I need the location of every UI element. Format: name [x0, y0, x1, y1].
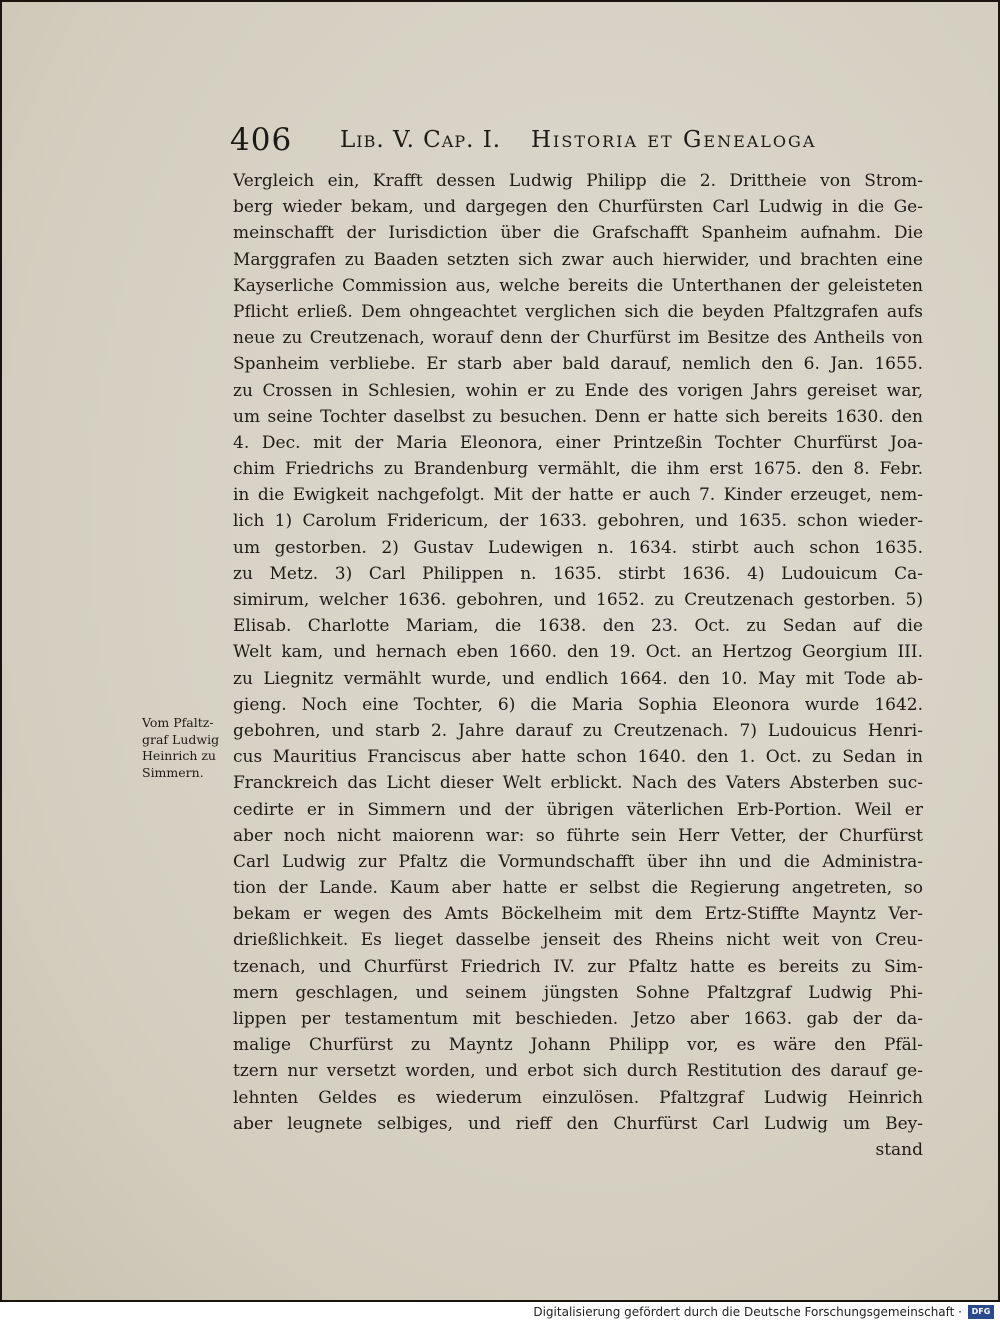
text-line: 4. Dec. mit der Maria Eleonora, einer Printzeßin Tochter Churfürst Joa- — [233, 432, 923, 453]
margin-note-line: Vom Pfaltz- — [142, 715, 214, 730]
text-line: neue zu Creutzenach, worauf denn der Churfürst im Besitze des Antheils von — [233, 328, 923, 349]
text-line: Vergleich ein, Krafft dessen Ludwig Philipp die 2. Drittheie von Strom- — [233, 171, 923, 191]
book-part: Lib. V. Cap. I. — [340, 127, 502, 153]
text-line: meinschafft der Iurisdiction über die Grafschafft Spanheim aufnahm. Die — [233, 223, 923, 244]
text-line: lich 1) Carolum Fridericum, der 1633. gebohren, und 1635. schon wieder- — [233, 511, 923, 532]
text-line: Marggrafen zu Baaden setzten sich zwar auch hierwider, und brachten eine — [233, 249, 923, 270]
text-line: simirum, welcher 1636. gebohren, und 1652. zu Creutzenach gestorben. 5) — [233, 590, 923, 610]
page-number: 406 — [230, 122, 293, 158]
text-line: gieng. Noch eine Tochter, 6) die Maria Sophia Eleonora wurde 1642. — [233, 694, 923, 715]
text-line: tzenach, und Churfürst Friedrich IV. zur Pfaltz hatte es bereits zu Sim- — [233, 956, 923, 977]
text-line: lippen per testamentum mit beschieden. Jetzo aber 1663. gab der da- — [233, 1009, 923, 1029]
text-line: stand — [875, 1139, 923, 1160]
text-line: zu Metz. 3) Carl Philippen n. 1635. stirbt 1636. 4) Ludouicum Ca- — [233, 563, 923, 584]
text-line: aber leugnete selbiges, und rieff den Churfürst Carl Ludwig um Bey- — [233, 1113, 923, 1134]
text-line: mern geschlagen, und seinem jüngsten Sohne Pfaltzgraf Ludwig Phi- — [233, 982, 923, 1003]
text-line: um seine Tochter daselbst zu besuchen. Denn er hatte sich bereits 1630. den — [233, 406, 923, 427]
text-line: gebohren, und starb 2. Jahre darauf zu Creutzenach. 7) Ludouicus Henri- — [233, 720, 923, 741]
dfg-logo: DFG — [968, 1305, 994, 1319]
text-line: aber noch nicht maiorenn war: so führte sein Herr Vetter, der Churfürst — [233, 825, 923, 846]
text-line: Franckreich das Licht dieser Welt erblickt. Nach des Vaters Absterben suc- — [233, 773, 923, 794]
text-line: drießlichkeit. Es lieget dasselbe jenseit des Rheins nicht weit von Creu- — [233, 930, 923, 951]
margin-note-line: graf Ludwig — [142, 731, 220, 747]
text-line: malige Churfürst zu Mayntz Johann Philipp vor, es wäre den Pfäl- — [233, 1035, 923, 1056]
text-line: in die Ewigkeit nachgefolgt. Mit der hatte er auch 7. Kinder erzeuget, nem- — [233, 485, 923, 506]
margin-note-line: Heinrich zu — [142, 748, 216, 763]
text-line: tion der Lande. Kaum aber hatte er selbst die Regierung angetreten, so — [233, 878, 923, 899]
text-line: Welt kam, und hernach eben 1660. den 19. Oct. an Hertzog Georgium III. — [233, 642, 923, 663]
text-line: Kayserliche Commission aus, welche bereits die Unterthanen der geleisteten — [233, 275, 923, 296]
margin-note — [142, 715, 234, 781]
text-line: cus Mauritius Franciscus aber hatte schon 1640. den 1. Oct. zu Sedan in — [233, 747, 923, 768]
text-line: zu Crossen in Schlesien, wohin er zu Ende des vorigen Jahrs gereiset war, — [233, 380, 923, 401]
text-line: chim Friedrichs zu Brandenburg vermählt, die ihm erst 1675. den 8. Febr. — [233, 459, 923, 480]
text-line: bekam er wegen des Amts Böckelheim mit dem Ertz-Stiffte Mayntz Ver- — [233, 904, 923, 925]
margin-note-line: Simmern. — [142, 764, 204, 780]
text-line: zu Liegnitz vermählt wurde, und endlich 1664. den 10. May mit Tode ab- — [233, 668, 923, 689]
running-title: Historia et Genealoga — [531, 127, 817, 153]
text-line: tzern nur versetzt worden, und erbot sich durch Restitution des darauf ge- — [233, 1061, 923, 1082]
text-line: Spanheim verbliebe. Er starb aber bald darauf, nemlich den 6. Jan. 1655. — [233, 354, 923, 375]
text-line: Elisab. Charlotte Mariam, die 1638. den 23. Oct. zu Sedan auf die — [233, 616, 923, 637]
book-page — [2, 2, 998, 1300]
text-line: Carl Ludwig zur Pfaltz die Vormundschafft über ihn und die Administra- — [233, 851, 923, 872]
funding-notice: Digitalisierung gefördert durch die Deutsche Forschungsgemeinschaft · — [533, 1305, 962, 1319]
running-header — [230, 122, 830, 162]
footer-bar — [0, 1302, 1000, 1323]
text-line: Pflicht erließ. Dem ohngeachtet verglichen sich die beyden Pfaltzgrafen aufs — [233, 301, 923, 322]
text-line: cedirte er in Simmern und der übrigen väterlichen Erb-Portion. Weil er — [233, 799, 923, 820]
text-line: berg wieder bekam, und dargegen den Churfürsten Carl Ludwig in die Ge- — [233, 197, 923, 218]
body-text — [233, 168, 923, 1163]
text-line: um gestorben. 2) Gustav Ludewigen n. 1634. stirbt auch schon 1635. — [233, 537, 923, 558]
text-line: lehnten Geldes es wiederum einzulösen. Pfaltzgraf Ludwig Heinrich — [233, 1087, 923, 1108]
